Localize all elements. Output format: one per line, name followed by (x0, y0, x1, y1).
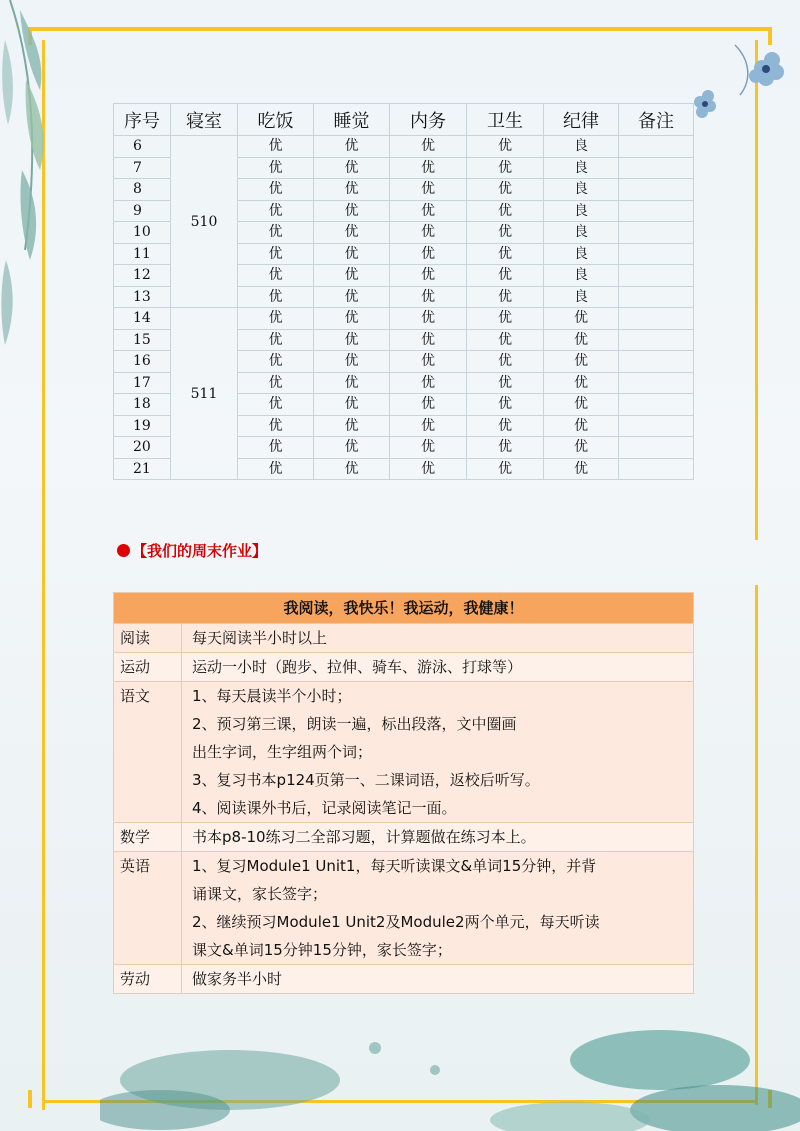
cell-eat: 优 (238, 200, 314, 222)
cell-eat: 优 (238, 351, 314, 373)
homework-subject (114, 852, 182, 965)
cell-seq: 7 (114, 157, 171, 179)
cell-chores: 优 (390, 308, 467, 330)
cell-hygiene: 优 (467, 351, 544, 373)
cell-note (619, 243, 694, 265)
cell-seq: 8 (114, 179, 171, 201)
cell-note (619, 308, 694, 330)
cell-chores: 优 (390, 351, 467, 373)
cell-eat: 优 (238, 415, 314, 437)
homework-subject (114, 823, 182, 852)
cell-sleep: 优 (314, 458, 390, 480)
cell-sleep: 优 (314, 308, 390, 330)
cell-note (619, 136, 694, 158)
red-bullet-icon (117, 544, 130, 557)
cell-hygiene: 优 (467, 136, 544, 158)
cell-hygiene: 优 (467, 265, 544, 287)
cell-hygiene: 优 (467, 243, 544, 265)
cell-eat: 优 (238, 437, 314, 459)
homework-line: 做家务半小时 (192, 970, 283, 988)
cell-sleep: 优 (314, 286, 390, 308)
cell-hygiene: 优 (467, 308, 544, 330)
homework-content (182, 965, 694, 994)
homework-line: 1、每天晨读半个小时； (192, 687, 352, 705)
cell-chores: 优 (390, 286, 467, 308)
header-eat: 吃饭 (238, 104, 314, 136)
homework-section-title (117, 540, 267, 561)
homework-row (114, 823, 694, 852)
cell-discipline: 优 (544, 437, 619, 459)
header-seq: 序号 (114, 104, 171, 136)
cell-chores: 优 (390, 265, 467, 287)
cell-discipline: 优 (544, 415, 619, 437)
willow-leaves-decoration (0, 0, 120, 360)
header-discipline: 纪律 (544, 104, 619, 136)
homework-table (113, 592, 694, 994)
cell-note (619, 179, 694, 201)
homework-line: 2、预习第三课，朗读一遍，标出段落，文中圈画 (192, 715, 517, 733)
cell-hygiene: 优 (467, 200, 544, 222)
cell-note (619, 351, 694, 373)
lotus-leaves-decoration (100, 1000, 800, 1131)
cell-hygiene: 优 (467, 415, 544, 437)
cell-seq: 12 (114, 265, 171, 287)
cell-chores: 优 (390, 243, 467, 265)
cell-room: 511 (171, 308, 238, 480)
cell-sleep: 优 (314, 265, 390, 287)
cell-note (619, 157, 694, 179)
frame-bottom-left-v (28, 1090, 32, 1108)
homework-content (182, 624, 694, 653)
cell-chores: 优 (390, 136, 467, 158)
cell-discipline: 优 (544, 394, 619, 416)
cell-chores: 优 (390, 437, 467, 459)
cell-note (619, 329, 694, 351)
homework-content (182, 653, 694, 682)
cell-eat: 优 (238, 179, 314, 201)
cell-sleep: 优 (314, 329, 390, 351)
cell-chores: 优 (390, 329, 467, 351)
cell-hygiene: 优 (467, 458, 544, 480)
homework-line: 课文&单词15分钟15分钟，家长签字； (192, 941, 452, 959)
homework-line: 1、复习Module1 Unit1，每天听读课文&单词15分钟，并背 (192, 857, 597, 875)
cell-discipline: 良 (544, 265, 619, 287)
cell-chores: 优 (390, 222, 467, 244)
cell-note (619, 394, 694, 416)
cell-sleep: 优 (314, 437, 390, 459)
cell-hygiene: 优 (467, 286, 544, 308)
homework-subject-label: 英语 (120, 857, 151, 875)
cell-discipline: 优 (544, 329, 619, 351)
homework-line: 诵课文，家长签字； (192, 885, 328, 903)
cell-hygiene: 优 (467, 394, 544, 416)
homework-line: 4、阅读课外书后，记录阅读笔记一面。 (192, 799, 457, 817)
homework-subject-label: 数学 (120, 828, 151, 846)
cell-eat: 优 (238, 243, 314, 265)
homework-subject-label: 阅读 (120, 629, 151, 647)
homework-row (114, 624, 694, 653)
cell-sleep: 优 (314, 157, 390, 179)
cell-sleep: 优 (314, 394, 390, 416)
homework-line: 3、复习书本p124页第一、二课词语，返校后听写。 (192, 771, 540, 789)
cell-discipline: 优 (544, 308, 619, 330)
cell-eat: 优 (238, 136, 314, 158)
cell-seq: 17 (114, 372, 171, 394)
cell-discipline: 良 (544, 200, 619, 222)
homework-subject (114, 653, 182, 682)
homework-row (114, 852, 694, 965)
cell-sleep: 优 (314, 200, 390, 222)
cell-chores: 优 (390, 157, 467, 179)
homework-subject-label: 语文 (120, 687, 151, 705)
cell-seq: 13 (114, 286, 171, 308)
header-room: 寝室 (171, 104, 238, 136)
cell-sleep: 优 (314, 243, 390, 265)
flower-decoration (680, 40, 790, 130)
homework-line: 书本p8-10练习二全部习题，计算题做在练习本上。 (192, 828, 536, 846)
homework-row (114, 965, 694, 994)
cell-seq: 6 (114, 136, 171, 158)
cell-discipline: 良 (544, 286, 619, 308)
cell-eat: 优 (238, 329, 314, 351)
homework-banner: 我阅读，我快乐！我运动，我健康！ (114, 593, 694, 624)
homework-line: 运动一小时（跑步、拉伸、骑车、游泳、打球等） (192, 658, 523, 676)
cell-hygiene: 优 (467, 157, 544, 179)
cell-hygiene: 优 (467, 222, 544, 244)
cell-chores: 优 (390, 179, 467, 201)
cell-seq: 16 (114, 351, 171, 373)
cell-sleep: 优 (314, 136, 390, 158)
cell-discipline: 良 (544, 136, 619, 158)
homework-subject-label: 劳动 (120, 970, 151, 988)
cell-note (619, 265, 694, 287)
cell-seq: 10 (114, 222, 171, 244)
table-row (114, 136, 694, 158)
homework-row (114, 653, 694, 682)
homework-line: 出生字词，生字组两个词； (192, 743, 373, 761)
cell-eat: 优 (238, 222, 314, 244)
cell-note (619, 372, 694, 394)
frame-top-h (42, 27, 772, 31)
cell-seq: 11 (114, 243, 171, 265)
cell-discipline: 优 (544, 372, 619, 394)
cell-discipline: 良 (544, 222, 619, 244)
cell-hygiene: 优 (467, 437, 544, 459)
cell-seq: 20 (114, 437, 171, 459)
cell-seq: 18 (114, 394, 171, 416)
homework-subject-label: 运动 (120, 658, 151, 676)
header-hygiene: 卫生 (467, 104, 544, 136)
cell-hygiene: 优 (467, 329, 544, 351)
homework-subject (114, 682, 182, 823)
cell-sleep: 优 (314, 179, 390, 201)
cell-discipline: 良 (544, 179, 619, 201)
cell-discipline: 优 (544, 351, 619, 373)
cell-discipline: 优 (544, 458, 619, 480)
cell-eat: 优 (238, 372, 314, 394)
dorm-evaluation-table (113, 103, 694, 480)
cell-eat: 优 (238, 308, 314, 330)
cell-hygiene: 优 (467, 372, 544, 394)
cell-seq: 19 (114, 415, 171, 437)
cell-note (619, 415, 694, 437)
homework-row (114, 682, 694, 823)
cell-note (619, 222, 694, 244)
cell-note (619, 437, 694, 459)
cell-sleep: 优 (314, 351, 390, 373)
cell-discipline: 良 (544, 243, 619, 265)
homework-content (182, 852, 694, 965)
cell-eat: 优 (238, 394, 314, 416)
cell-eat: 优 (238, 286, 314, 308)
header-sleep: 睡觉 (314, 104, 390, 136)
cell-chores: 优 (390, 458, 467, 480)
cell-eat: 优 (238, 458, 314, 480)
homework-line: 每天阅读半小时以上 (192, 629, 328, 647)
cell-note (619, 200, 694, 222)
cell-seq: 9 (114, 200, 171, 222)
table-row (114, 308, 694, 330)
homework-subject (114, 965, 182, 994)
cell-seq: 14 (114, 308, 171, 330)
cell-eat: 优 (238, 265, 314, 287)
cell-note (619, 286, 694, 308)
cell-eat: 优 (238, 157, 314, 179)
cell-hygiene: 优 (467, 179, 544, 201)
homework-content (182, 823, 694, 852)
homework-line: 2、继续预习Module1 Unit2及Module2两个单元，每天听读 (192, 913, 600, 931)
cell-sleep: 优 (314, 415, 390, 437)
cell-chores: 优 (390, 394, 467, 416)
table-header-row (114, 104, 694, 136)
header-chores: 内务 (390, 104, 467, 136)
cell-room: 510 (171, 136, 238, 308)
cell-seq: 21 (114, 458, 171, 480)
cell-chores: 优 (390, 200, 467, 222)
cell-sleep: 优 (314, 372, 390, 394)
cell-sleep: 优 (314, 222, 390, 244)
cell-chores: 优 (390, 415, 467, 437)
cell-discipline: 良 (544, 157, 619, 179)
cell-chores: 优 (390, 372, 467, 394)
cell-note (619, 458, 694, 480)
homework-subject (114, 624, 182, 653)
header-note: 备注 (619, 104, 694, 136)
homework-title-text: 【我们的周末作业】 (132, 542, 268, 560)
homework-content (182, 682, 694, 823)
cell-seq: 15 (114, 329, 171, 351)
